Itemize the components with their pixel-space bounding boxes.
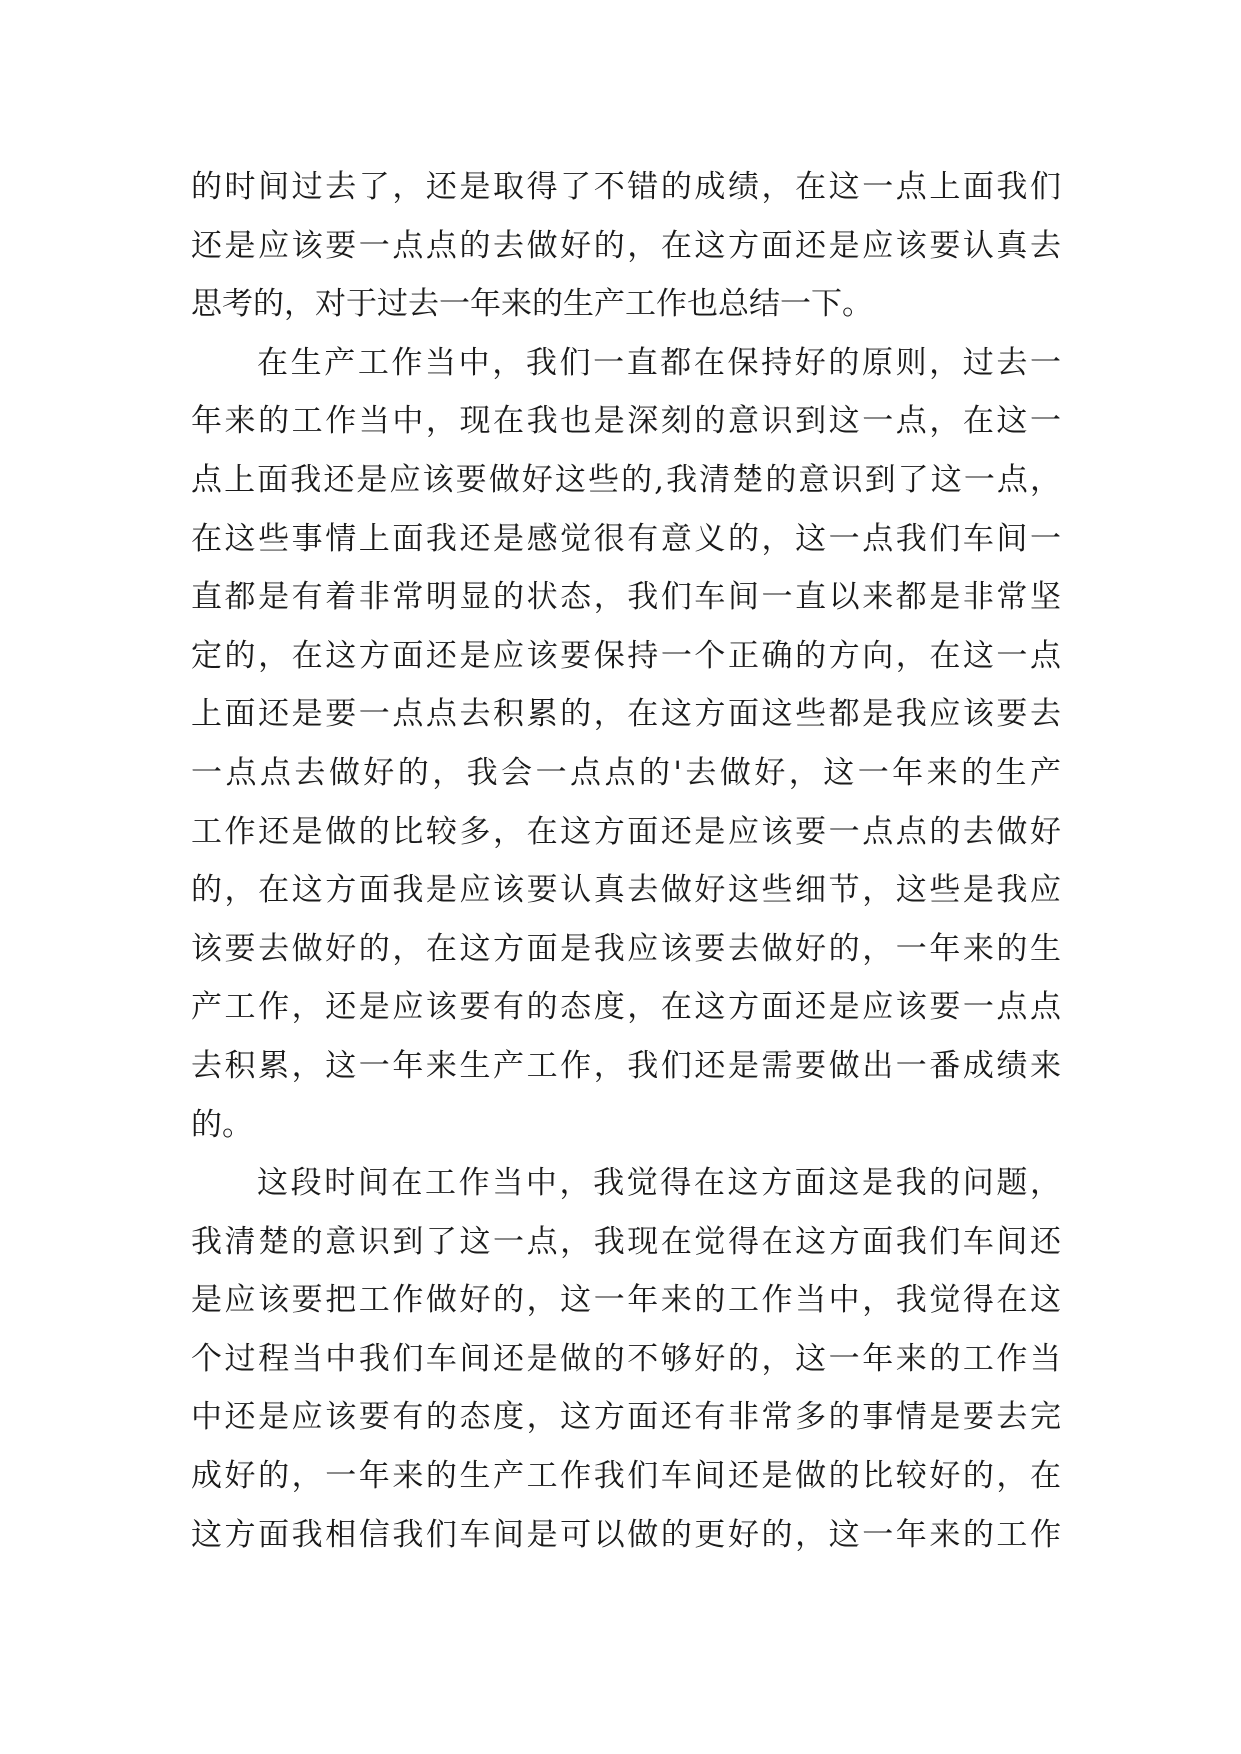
text-line: 的。	[191, 1106, 253, 1143]
document-body	[191, 158, 1061, 1564]
text-line: 中还是应该要有的态度，这方面还有非常多的事情是要去完	[191, 1399, 1061, 1436]
text-line: 思考的，对于过去一年来的生产工作也总结一下。	[191, 286, 873, 323]
text-line: 直都是有着非常明显的状态，我们车间一直以来都是非常坚	[191, 579, 1061, 616]
text-line: 的，在这方面我是应该要认真去做好这些细节，这些是我应	[191, 872, 1061, 909]
text-line: 个过程当中我们车间还是做的不够好的，这一年来的工作当	[191, 1340, 1061, 1377]
text-line: 一点点去做好的，我会一点点的'去做好，这一年来的生产	[191, 754, 1061, 791]
text-line: 是应该要把工作做好的，这一年来的工作当中，我觉得在这	[191, 1282, 1061, 1319]
text-line: 产工作，还是应该要有的态度，在这方面还是应该要一点点	[191, 989, 1061, 1026]
text-line: 去积累，这一年来生产工作，我们还是需要做出一番成绩来	[191, 1047, 1061, 1084]
paragraph-first-line: 这段时间在工作当中，我觉得在这方面这是我的问题，	[257, 1165, 1061, 1202]
text-line: 年来的工作当中，现在我也是深刻的意识到这一点，在这一	[191, 403, 1061, 440]
text-line: 工作还是做的比较多，在这方面还是应该要一点点的去做好	[191, 813, 1061, 850]
text-line: 这方面我相信我们车间是可以做的更好的，这一年来的工作	[191, 1516, 1061, 1553]
paragraph-first-line: 在生产工作当中，我们一直都在保持好的原则，过去一	[257, 344, 1061, 381]
text-line: 在这些事情上面我还是感觉很有意义的，这一点我们车间一	[191, 520, 1061, 557]
text-line: 成好的，一年来的生产工作我们车间还是做的比较好的，在	[191, 1458, 1061, 1495]
text-line: 点上面我还是应该要做好这些的,我清楚的意识到了这一点，	[191, 461, 1061, 498]
text-line: 的时间过去了，还是取得了不错的成绩，在这一点上面我们	[191, 169, 1061, 205]
text-line: 我清楚的意识到了这一点，我现在觉得在这方面我们车间还	[191, 1223, 1061, 1260]
text-line: 上面还是要一点点去积累的，在这方面这些都是我应该要去	[191, 696, 1061, 733]
text-line: 该要去做好的，在这方面是我应该要去做好的，一年来的生	[191, 930, 1061, 967]
text-line: 还是应该要一点点的去做好的，在这方面还是应该要认真去	[191, 227, 1061, 264]
text-line: 定的，在这方面还是应该要保持一个正确的方向，在这一点	[191, 637, 1061, 674]
